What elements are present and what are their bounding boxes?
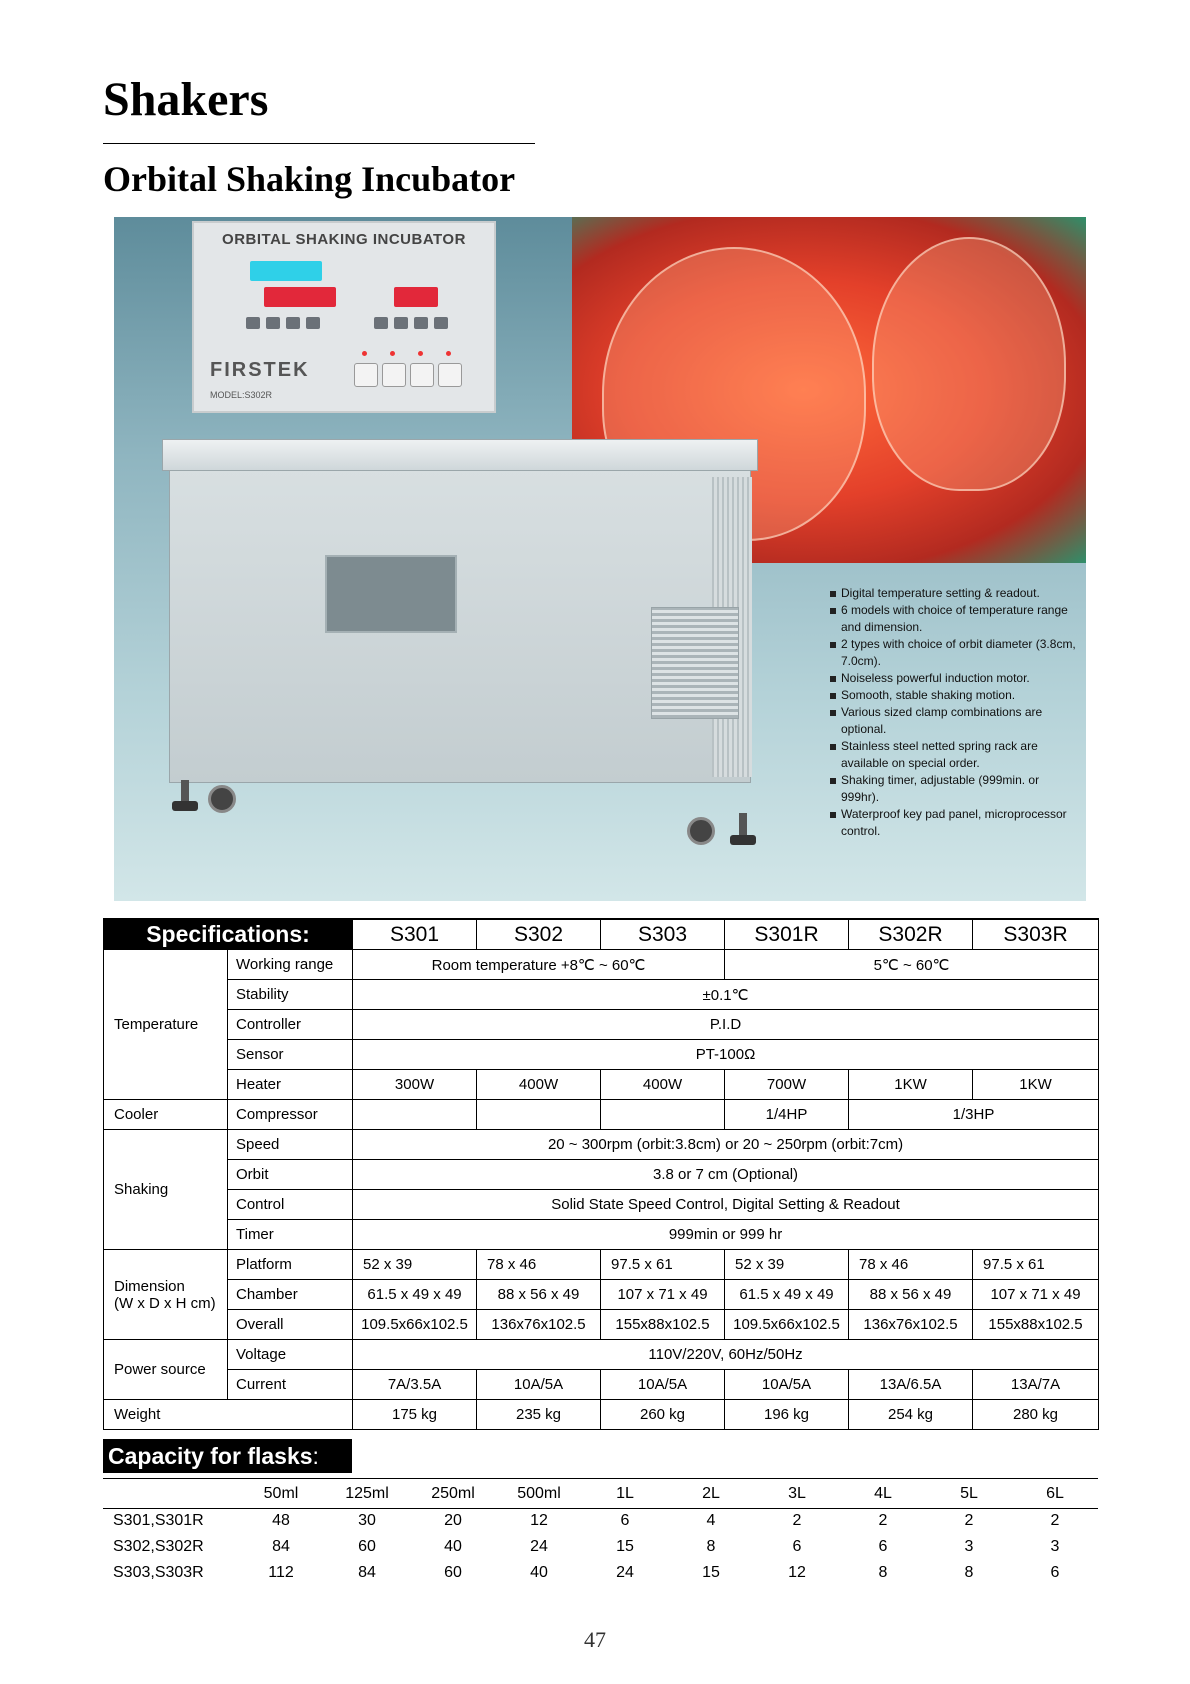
row-label: Orbit [228, 1160, 353, 1190]
cell: 12 [530, 1512, 548, 1529]
cell: 40 [530, 1564, 548, 1581]
capacity-top-rule [103, 1478, 1098, 1479]
product-photo [114, 217, 1086, 901]
row-label: Speed [228, 1130, 353, 1160]
spec-header-row [104, 919, 1099, 950]
cell: 300W [353, 1070, 477, 1100]
model-label: MODEL:S302R [210, 390, 273, 400]
cell: 12 [788, 1564, 806, 1581]
feature-item: Somooth, stable shaking motion. [830, 687, 1080, 704]
cell: 97.5 x 61 [601, 1250, 725, 1280]
table-row [104, 1130, 1099, 1160]
feature-item: Waterproof key pad panel, microprocessor control. [830, 806, 1080, 840]
brand-logo: FIRSTEK [210, 359, 310, 381]
cell: 15 [702, 1564, 720, 1581]
cell: 20 ~ 300rpm (orbit:3.8cm) or 20 ~ 250rpm (orbit:7cm) [353, 1130, 1099, 1160]
cell [601, 1100, 725, 1130]
feature-item: Shaking timer, adjustable (999min. or 999hr). [830, 772, 1080, 806]
row-label: Current [228, 1370, 353, 1400]
cell: 52 x 39 [353, 1250, 477, 1280]
size-header: 50ml [263, 1485, 299, 1502]
table-row [104, 1010, 1099, 1040]
table-row [104, 1220, 1099, 1250]
cell: 15 [616, 1538, 634, 1555]
row-label: Control [228, 1190, 353, 1220]
cell: 136x76x102.5 [849, 1310, 973, 1340]
panel-button [414, 317, 428, 329]
capacity-title-colon: : [312, 1443, 319, 1469]
cell: 235 kg [477, 1400, 601, 1430]
page-title: Shakers [103, 73, 269, 126]
table-row [104, 1370, 1099, 1400]
cell: 48 [272, 1512, 290, 1529]
flask-shape [872, 237, 1066, 491]
cell: 40 [444, 1538, 462, 1555]
cell: 10A/5A [477, 1370, 601, 1400]
cell: 109.5x66x102.5 [353, 1310, 477, 1340]
viewing-window [325, 555, 457, 633]
cell: 400W [477, 1070, 601, 1100]
table-row [104, 1040, 1099, 1070]
cell: P.I.D [353, 1010, 1099, 1040]
cell: 4 [706, 1512, 716, 1529]
cell: 1/3HP [849, 1100, 1099, 1130]
panel-button [246, 317, 260, 329]
panel-button [374, 317, 388, 329]
cell: 97.5 x 61 [973, 1250, 1099, 1280]
panel-key [410, 363, 434, 387]
row-label: Sensor [228, 1040, 353, 1070]
cell: 7A/3.5A [353, 1370, 477, 1400]
cell: 88 x 56 x 49 [849, 1280, 973, 1310]
cell: 8 [706, 1538, 716, 1555]
cell: 6 [792, 1538, 802, 1555]
cell: 60 [444, 1564, 462, 1581]
cell: 60 [358, 1538, 376, 1555]
model-label: S301,S301R [113, 1512, 204, 1529]
panel-key [354, 363, 378, 387]
cell: 136x76x102.5 [477, 1310, 601, 1340]
table-row [104, 1070, 1099, 1100]
cell: 1/4HP [725, 1100, 849, 1130]
model-header: S303 [601, 919, 725, 950]
spec-title: Specifications: [104, 919, 353, 950]
specifications-table [103, 918, 1099, 1430]
cell: 109.5x66x102.5 [725, 1310, 849, 1340]
table-row [104, 1190, 1099, 1220]
cell: ±0.1℃ [353, 980, 1099, 1010]
foot [172, 801, 198, 811]
feature-item: Digital temperature setting & readout. [830, 585, 1080, 602]
model-header: S303R [973, 919, 1099, 950]
size-header: 1L [616, 1485, 634, 1502]
table-row [103, 1534, 1098, 1560]
cell: 24 [616, 1564, 634, 1581]
capacity-title [103, 1439, 352, 1473]
cell: 1KW [849, 1070, 973, 1100]
row-label: Working range [228, 950, 353, 980]
row-label: Compressor [228, 1100, 353, 1130]
row-label: Heater [228, 1070, 353, 1100]
cell: 112 [268, 1564, 294, 1581]
cell: 155x88x102.5 [973, 1310, 1099, 1340]
cell: 30 [358, 1512, 376, 1529]
cell: 107 x 71 x 49 [973, 1280, 1099, 1310]
row-label: Platform [228, 1250, 353, 1280]
row-label: Controller [228, 1010, 353, 1040]
table-row [104, 950, 1099, 980]
cell: 52 x 39 [725, 1250, 849, 1280]
table-row [104, 1160, 1099, 1190]
panel-button [434, 317, 448, 329]
group-label: Cooler [104, 1100, 228, 1130]
cell: 6 [878, 1538, 888, 1555]
cell: 88 x 56 x 49 [477, 1280, 601, 1310]
cell: Room temperature +8℃ ~ 60℃ [353, 950, 725, 980]
caster-wheel [687, 817, 715, 845]
cell: 13A/7A [973, 1370, 1099, 1400]
table-row [103, 1508, 1098, 1534]
feature-item: Stainless steel netted spring rack are available on special order. [830, 738, 1080, 772]
cell: 3 [1050, 1538, 1060, 1555]
cell: 260 kg [601, 1400, 725, 1430]
temp-display-red [264, 287, 336, 307]
table-row [104, 1340, 1099, 1370]
size-header: 5L [960, 1485, 978, 1502]
capacity-table [103, 1480, 1098, 1586]
cell: 1KW [973, 1070, 1099, 1100]
panel-button [266, 317, 280, 329]
cell: PT-100Ω [353, 1040, 1099, 1070]
cell: 78 x 46 [477, 1250, 601, 1280]
cell: 175 kg [353, 1400, 477, 1430]
panel-button [286, 317, 300, 329]
row-label: Voltage [228, 1340, 353, 1370]
foot [730, 835, 756, 845]
row-label: Overall [228, 1310, 353, 1340]
panel-led [390, 351, 395, 356]
cell: 61.5 x 49 x 49 [725, 1280, 849, 1310]
cell: 2 [964, 1512, 974, 1529]
cell: 700W [725, 1070, 849, 1100]
size-header: 125ml [345, 1485, 389, 1502]
control-panel [192, 221, 496, 413]
size-header: 500ml [517, 1485, 561, 1502]
cell: Solid State Speed Control, Digital Setting & Readout [353, 1190, 1099, 1220]
title-rule [103, 143, 535, 144]
cell: 254 kg [849, 1400, 973, 1430]
panel-button [306, 317, 320, 329]
cell: 6 [620, 1512, 630, 1529]
table-row [104, 1280, 1099, 1310]
size-header: 2L [702, 1485, 720, 1502]
size-header: 250ml [431, 1485, 475, 1502]
cell: 280 kg [973, 1400, 1099, 1430]
cell: 3 [964, 1538, 974, 1555]
incubator-lid [162, 439, 758, 471]
cell: 84 [272, 1538, 290, 1555]
panel-led [446, 351, 451, 356]
cell: 107 x 71 x 49 [601, 1280, 725, 1310]
feature-list [830, 585, 1080, 840]
table-row [103, 1560, 1098, 1586]
caster-wheel [208, 785, 236, 813]
cell: 196 kg [725, 1400, 849, 1430]
group-label: Weight [104, 1400, 353, 1430]
size-header: 4L [874, 1485, 892, 1502]
size-header: 3L [788, 1485, 806, 1502]
group-label: Power source [104, 1340, 228, 1400]
cell: 999min or 999 hr [353, 1220, 1099, 1250]
model-label: S302,S302R [113, 1538, 204, 1555]
cell: 2 [878, 1512, 888, 1529]
group-label: Shaking [104, 1130, 228, 1250]
corner-cell [103, 1480, 238, 1508]
cell: 61.5 x 49 x 49 [353, 1280, 477, 1310]
table-row [104, 1100, 1099, 1130]
feature-item: Noiseless powerful induction motor. [830, 670, 1080, 687]
cell: 78 x 46 [849, 1250, 973, 1280]
page-number: 47 [584, 1627, 606, 1652]
group-label: Dimension (W x D x H cm) [104, 1250, 228, 1340]
cell: 13A/6.5A [849, 1370, 973, 1400]
cell: 10A/5A [725, 1370, 849, 1400]
cell: 8 [878, 1564, 888, 1581]
panel-button [394, 317, 408, 329]
cell: 5℃ ~ 60℃ [725, 950, 1099, 980]
row-label: Chamber [228, 1280, 353, 1310]
panel-key [382, 363, 406, 387]
cell: 10A/5A [601, 1370, 725, 1400]
cell: 8 [964, 1564, 974, 1581]
cell: 6 [1050, 1564, 1060, 1581]
cell: 2 [792, 1512, 802, 1529]
cell: 400W [601, 1070, 725, 1100]
cell [353, 1100, 477, 1130]
temp-display [250, 261, 322, 281]
row-label: Timer [228, 1220, 353, 1250]
feature-item: 2 types with choice of orbit diameter (3.8cm, 7.0cm). [830, 636, 1080, 670]
model-label: S303,S303R [113, 1564, 204, 1581]
capacity-header-row [103, 1480, 1098, 1508]
table-row [104, 1250, 1099, 1280]
size-header: 6L [1046, 1485, 1064, 1502]
panel-led [418, 351, 423, 356]
group-label: Temperature [104, 950, 228, 1100]
cell: 24 [530, 1538, 548, 1555]
model-header: S302R [849, 919, 973, 950]
cell: 110V/220V, 60Hz/50Hz [353, 1340, 1099, 1370]
model-header: S301R [725, 919, 849, 950]
feature-item: 6 models with choice of temperature range and dimension. [830, 602, 1080, 636]
cell: 2 [1050, 1512, 1060, 1529]
cell: 3.8 or 7 cm (Optional) [353, 1160, 1099, 1190]
front-vent [651, 607, 739, 719]
section-title: Orbital Shaking Incubator [103, 159, 516, 199]
panel-led [362, 351, 367, 356]
table-row [104, 980, 1099, 1010]
feature-item: Various sized clamp combinations are optional. [830, 704, 1080, 738]
model-header: S301 [353, 919, 477, 950]
table-row [104, 1310, 1099, 1340]
cell: 84 [358, 1564, 376, 1581]
speed-display-red [394, 287, 438, 307]
model-header: S302 [477, 919, 601, 950]
cell: 20 [444, 1512, 462, 1529]
table-row [104, 1400, 1099, 1430]
row-label: Stability [228, 980, 353, 1010]
leg [739, 813, 747, 837]
panel-title: ORBITAL SHAKING INCUBATOR [222, 231, 466, 248]
cell [477, 1100, 601, 1130]
panel-key [438, 363, 462, 387]
capacity-title-text: Capacity for flasks [108, 1443, 313, 1469]
cell: 155x88x102.5 [601, 1310, 725, 1340]
